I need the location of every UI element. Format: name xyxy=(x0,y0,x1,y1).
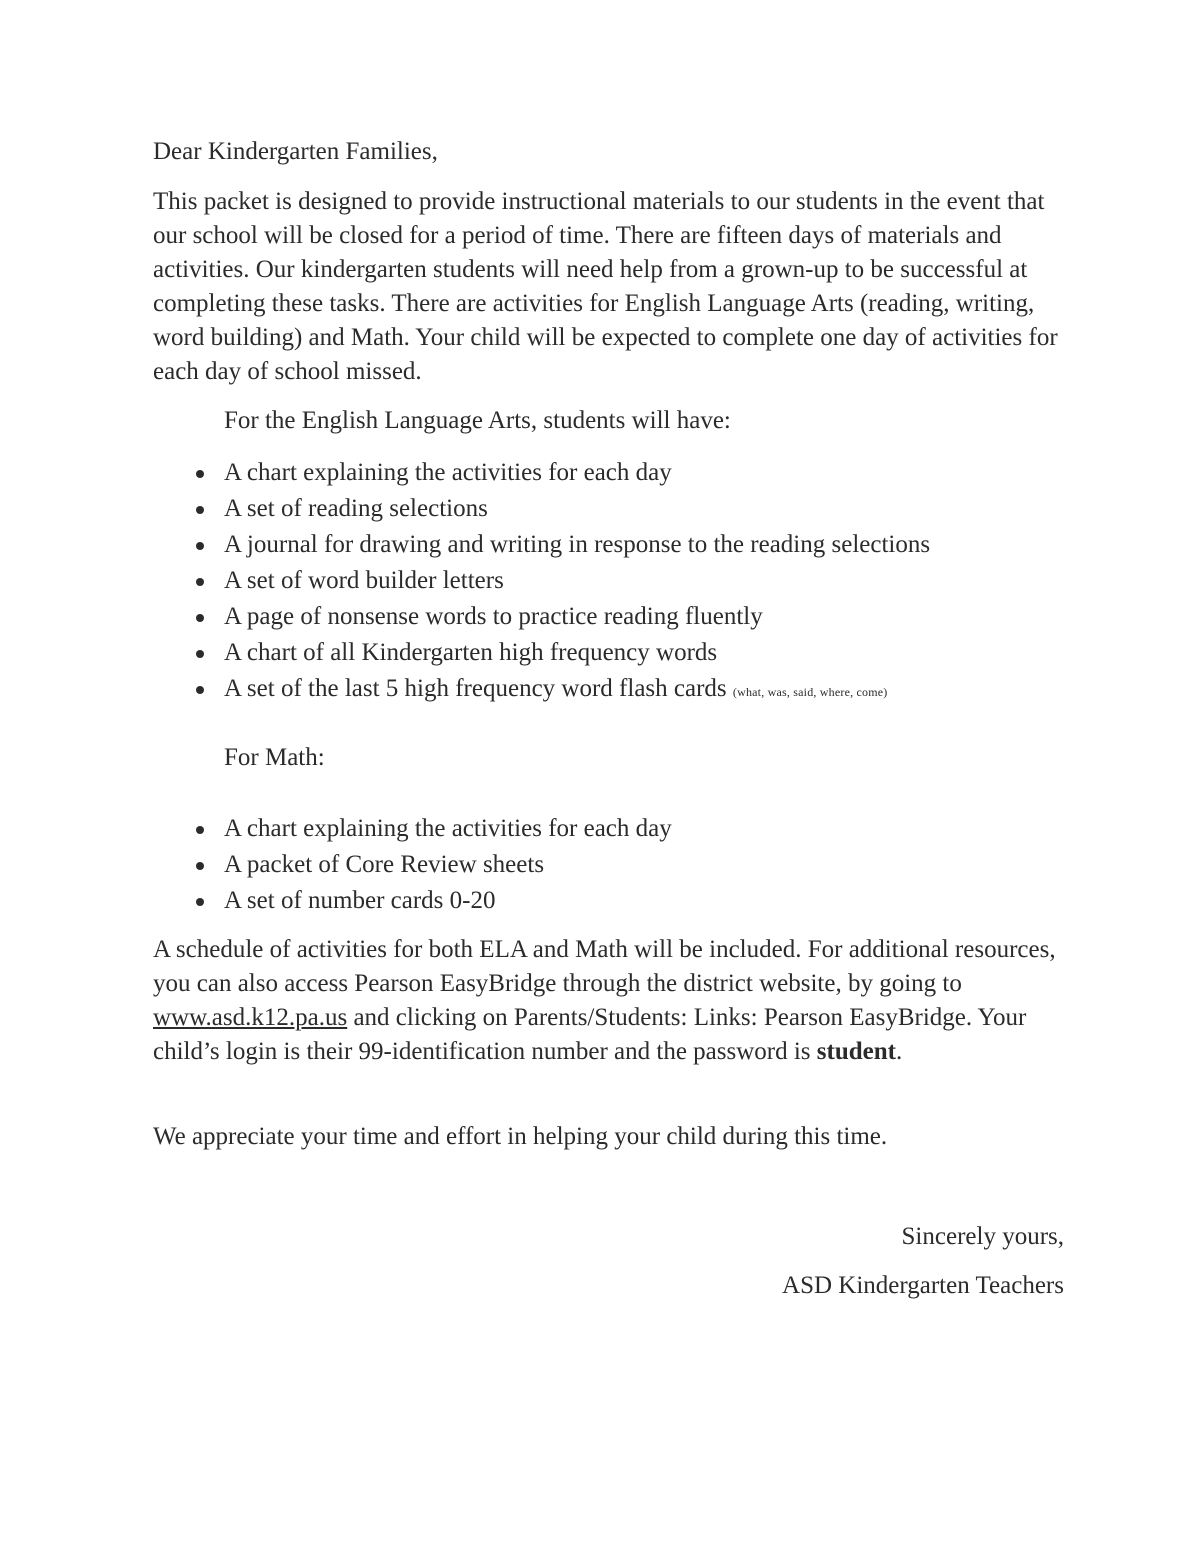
list-item: A set of word builder letters xyxy=(183,564,930,600)
bullet-icon xyxy=(196,506,204,514)
bullet-icon xyxy=(196,862,204,870)
password-text: student xyxy=(816,1038,896,1065)
bullet-icon xyxy=(196,898,204,906)
list-item: A chart explaining the activities for each day xyxy=(183,456,930,492)
list-item: A packet of Core Review sheets xyxy=(183,848,672,884)
list-item: A chart of all Kindergarten high frequency words xyxy=(183,636,930,672)
ela-list xyxy=(183,456,930,708)
math-list xyxy=(183,812,672,920)
list-item: A set of the last 5 high frequency word flash cards (what, was, said, where, come) xyxy=(183,672,930,708)
list-item: A chart explaining the activities for each day xyxy=(183,812,672,848)
bullet-icon xyxy=(196,614,204,622)
intro-paragraph: This packet is designed to provide instructional materials to our students in the event that our school will be closed for a period of time. There are fifteen days of materials and activities. Our kindergarten students will need help from a grown-up to be successful at completing these tasks. There are activities for English Language Arts (reading, writing, word building) and Math. Your child will be expected to complete one day of activities for each day of school missed. xyxy=(153,188,1058,385)
bullet-icon xyxy=(196,578,204,586)
list-item: A set of reading selections xyxy=(183,492,930,528)
signature: ASD Kindergarten Teachers xyxy=(782,1272,1064,1299)
greeting: Dear Kindergarten Families, xyxy=(153,138,438,165)
bullet-icon xyxy=(196,470,204,478)
district-website-link[interactable]: www.asd.k12.pa.us xyxy=(153,1004,348,1031)
bullet-icon xyxy=(196,542,204,550)
bullet-icon xyxy=(196,650,204,658)
thanks-paragraph: We appreciate your time and effort in helping your child during this time. xyxy=(153,1123,888,1150)
flash-card-words-note: (what, was, said, where, come) xyxy=(732,685,888,699)
list-item: A journal for drawing and writing in response to the reading selections xyxy=(183,528,930,564)
schedule-paragraph: A schedule of activities for both ELA and Math will be included. For additional resources, you can also access Pearson EasyBridge through the district website, by going to www.asd.k12.pa.us and clicking on Parents/Students: Links: Pearson EasyBridge. Your child’s login is their 99-identification number and the password is student. xyxy=(153,936,1056,1065)
bullet-icon xyxy=(196,826,204,834)
bullet-icon xyxy=(196,686,204,694)
math-heading: For Math: xyxy=(224,744,325,771)
list-item: A set of number cards 0-20 xyxy=(183,884,672,920)
ela-heading: For the English Language Arts, students will have: xyxy=(224,407,731,434)
closing: Sincerely yours, xyxy=(901,1223,1064,1250)
list-item: A page of nonsense words to practice reading fluently xyxy=(183,600,930,636)
